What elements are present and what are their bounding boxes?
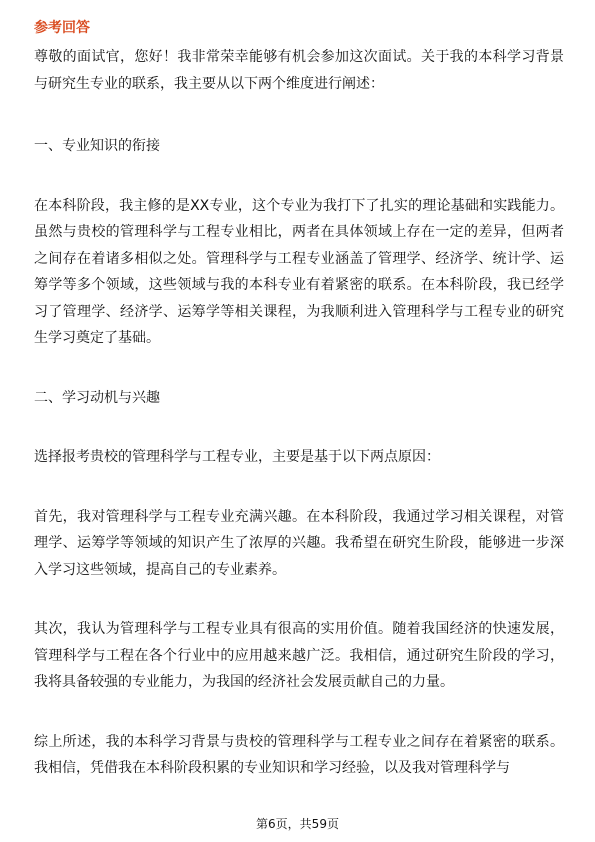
section-2-point-1: 首先，我对管理科学与工程专业充满兴趣。在本科阶段，我通过学习相关课程，对管理学、运筹学等领域的知识产生了浓厚的兴趣。我希望在研究生阶段，能够进一步深入学习这些领域，提高自己的专业素养。: [34, 508, 564, 578]
page-number-footer: 第6页，共59页: [256, 817, 339, 831]
conclusion-paragraph: 综上所述，我的本科学习背景与贵校的管理科学与工程专业之间存在着紧密的联系。我相信，凭借我在本科阶段积累的专业知识和学习经验，以及我对管理科学与: [34, 733, 564, 776]
intro-paragraph: 尊敬的面试官，您好！我非常荣幸能够有机会参加这次面试。关于我的本科学习背景与研究生专业的联系，我主要从以下两个维度进行阐述：: [34, 49, 564, 92]
section-2-point-2: 其次，我认为管理科学与工程专业具有很高的实用价值。随着我国经济的快速发展，管理科学与工程在各个行业中的应用越来越广泛。我相信，通过研究生阶段的学习，我将具备较强的专业能力，为我国的经济社会发展贡献自己的力量。: [34, 621, 564, 690]
answer-heading: 参考回答: [34, 20, 90, 36]
section-2-lead: 选择报考贵校的管理科学与工程专业，主要是基于以下两点原因：: [34, 449, 440, 465]
section-1-title: 一、专业知识的衔接: [34, 138, 160, 154]
section-1-paragraph: 在本科阶段，我主修的是XX专业，这个专业为我打下了扎实的理论基础和实践能力。虽然与贵校的管理科学与工程专业相比，两者在具体领域上存在一定的差异，但两者之间存在着诸多相似之处。管理科学与工程专业涵盖了管理学、经济学、统计学、运筹学等多个领域，这些领域与我的本科专业有着紧密的联系。在本科阶段，我已经学习了管理学、经济学、运筹学等相关课程，为我顺利进入管理科学与工程专业的研究生学习奠定了基础。: [34, 197, 564, 346]
document-page: [34, 18, 564, 782]
section-2-title: 二、学习动机与兴趣: [34, 389, 160, 406]
